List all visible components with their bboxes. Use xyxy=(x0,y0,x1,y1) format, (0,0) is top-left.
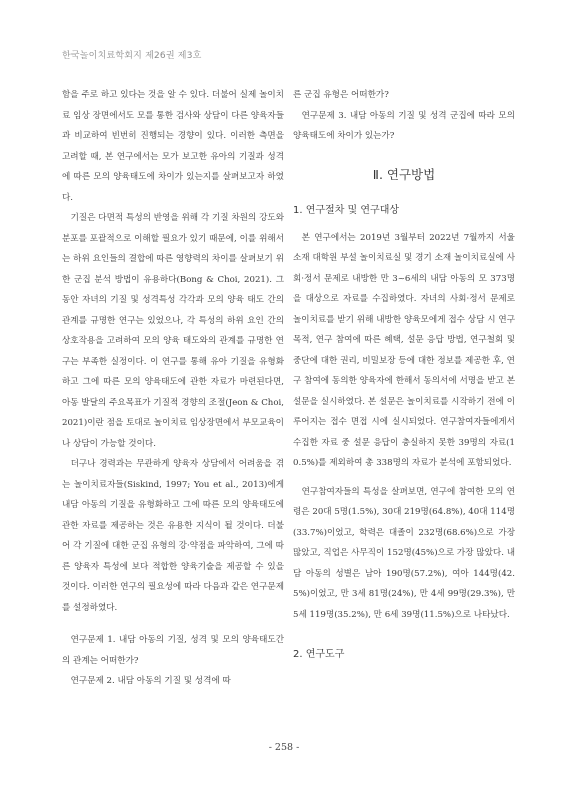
running-header: 한국놀이치료학회지 제26권 제3호 xyxy=(62,51,202,61)
research-question-2-end: 른 군집 유형은 어떠한가? xyxy=(293,90,389,100)
left-column xyxy=(62,85,284,692)
paragraph-intro-continued: 함을 주로 하고 있다는 것을 알 수 있다. 더불어 실제 놀이치료 임상 장면에서도 모를 통한 검사와 상담이 다른 양육자들과 비교하여 빈번히 진행되는 경향이 있다. 이러한 측면을 고려할 때, 본 연구에서는 모가 보고한 유아의 기질과 성격에 따른 모의 양육태도에 차이가 있는지를 살펴보고자 하였다. xyxy=(62,90,284,203)
right-column xyxy=(293,85,515,672)
paragraph-need: 더구나 경력과는 무관하게 양육자 상담에서 어려움을 겪는 놀이치료자들(Siskind, 1997; You et al., 2013)에게 내담 아동의 기질을 유형화하고 그에 따른 모의 양육태도에 관한 자료를 제공하는 것은 유용한 지식이 될 것이다. 더불어 각 기질에 대한 군집 유형의 강·약점을 파악하여, 그에 따른 양육자 특성에 보다 적합한 양육기술을 제공할 수 있을 것이다. 이러한 연구의 필요성에 따라 다음과 같은 연구문제를 설정하였다. xyxy=(62,459,284,613)
subsection-title-instruments: 2. 연구도구 xyxy=(293,649,345,660)
subsection-title-procedure: 1. 연구절차 및 연구대상 xyxy=(293,204,400,216)
paragraph-procedure: 본 연구에서는 2019년 3월부터 2022년 7월까지 서울 소재 대학원 부설 놀이치료실 및 경기 소재 놀이치료실에 사회·정서 문제로 내방한 만 3~6세의 내담 아동의 모 373명을 대상으로 자료를 수집하였다. 자녀의 사회·정서 문제로 놀이치료를 받기 위해 내방한 양육모에게 접수 상담 시 연구 목적, 연구 참여에 따른 혜택, 설문 응답 방법, 연구철회 및 중단에 대한 권리, 비밀보장 등에 대한 정보를 제공한 후, 연구 참여에 동의한 양육자에 한해서 동의서에 서명을 받고 본 설문을 실시하였다. 본 설문은 놀이치료를 시작하기 전에 이루어지는 접수 면접 시에 실시되었다. 연구참여자들에게서 수집한 자료 중 설문 응답이 충실하지 못한 39명의 자료(10.5%)를 제외하여 총 338명의 자료가 분석에 포함되었다. xyxy=(293,232,515,468)
research-question-3: 연구문제 3. 내담 아동의 기질 및 성격 군집에 따라 모의 양육태도에 차이가 있는가? xyxy=(293,110,515,141)
research-question-1: 연구문제 1. 내담 아동의 기질, 성격 및 모의 양육태도간의 관계는 어떠한가? xyxy=(62,635,284,666)
paragraph-participants: 연구참여자들의 특성을 살펴보면, 연구에 참여한 모의 연령은 20대 5명(1.5%), 30대 219명(64.8%), 40대 114명(33.7%)이었고, 학력은 대졸이 232명(68.6%)으로 가장 많았고, 직업은 사무직이 152명(45%)으로 가장 많았다. 내담 아동의 성별은 남아 190명(57.2%), 여아 144명(42.5%)이었고, 만 3세 81명(24%), 만 4세 99명(29.3%), 만 5세 119명(35.2%), 만 6세 39명(11.5%)으로 나타났다. xyxy=(293,486,515,620)
page-number: - 258 - xyxy=(268,742,300,753)
section-title-methods: Ⅱ. 연구방법 xyxy=(372,166,436,182)
research-question-2-start: 연구문제 2. 내담 아동의 기질 및 성격에 따 xyxy=(70,676,231,686)
paragraph-temperament: 기질은 다면적 특성의 반영을 위해 각 기질 차원의 강도와 분포를 포괄적으로 이해할 필요가 있기 때문에, 이를 위해서는 하위 요인들의 결합에 따른 영향력의 차이를 살펴보기 위한 군집 분석 방법이 유용하다(Bong & Choi, 2021). 그 동안 자녀의 기질 및 성격특성 각각과 모의 양육 태도 간의 관계를 규명한 연구는 있었으나, 각 특성의 하위 요인 간의 상호작용을 고려하여 모의 양육 태도와의 관계를 규명한 연구는 부족한 실정이다. 이 연구를 통해 유아 기질을 유형화하고 그에 따른 모의 양육태도에 관한 자료가 마련된다면, 아동 발달의 주요목표가 기질적 경향의 조절(Jeon & Choi, 2021)이란 점을 토대로 놀이치료 임상장면에서 부모교육이나 상담이 가능할 것이다. xyxy=(62,213,284,449)
